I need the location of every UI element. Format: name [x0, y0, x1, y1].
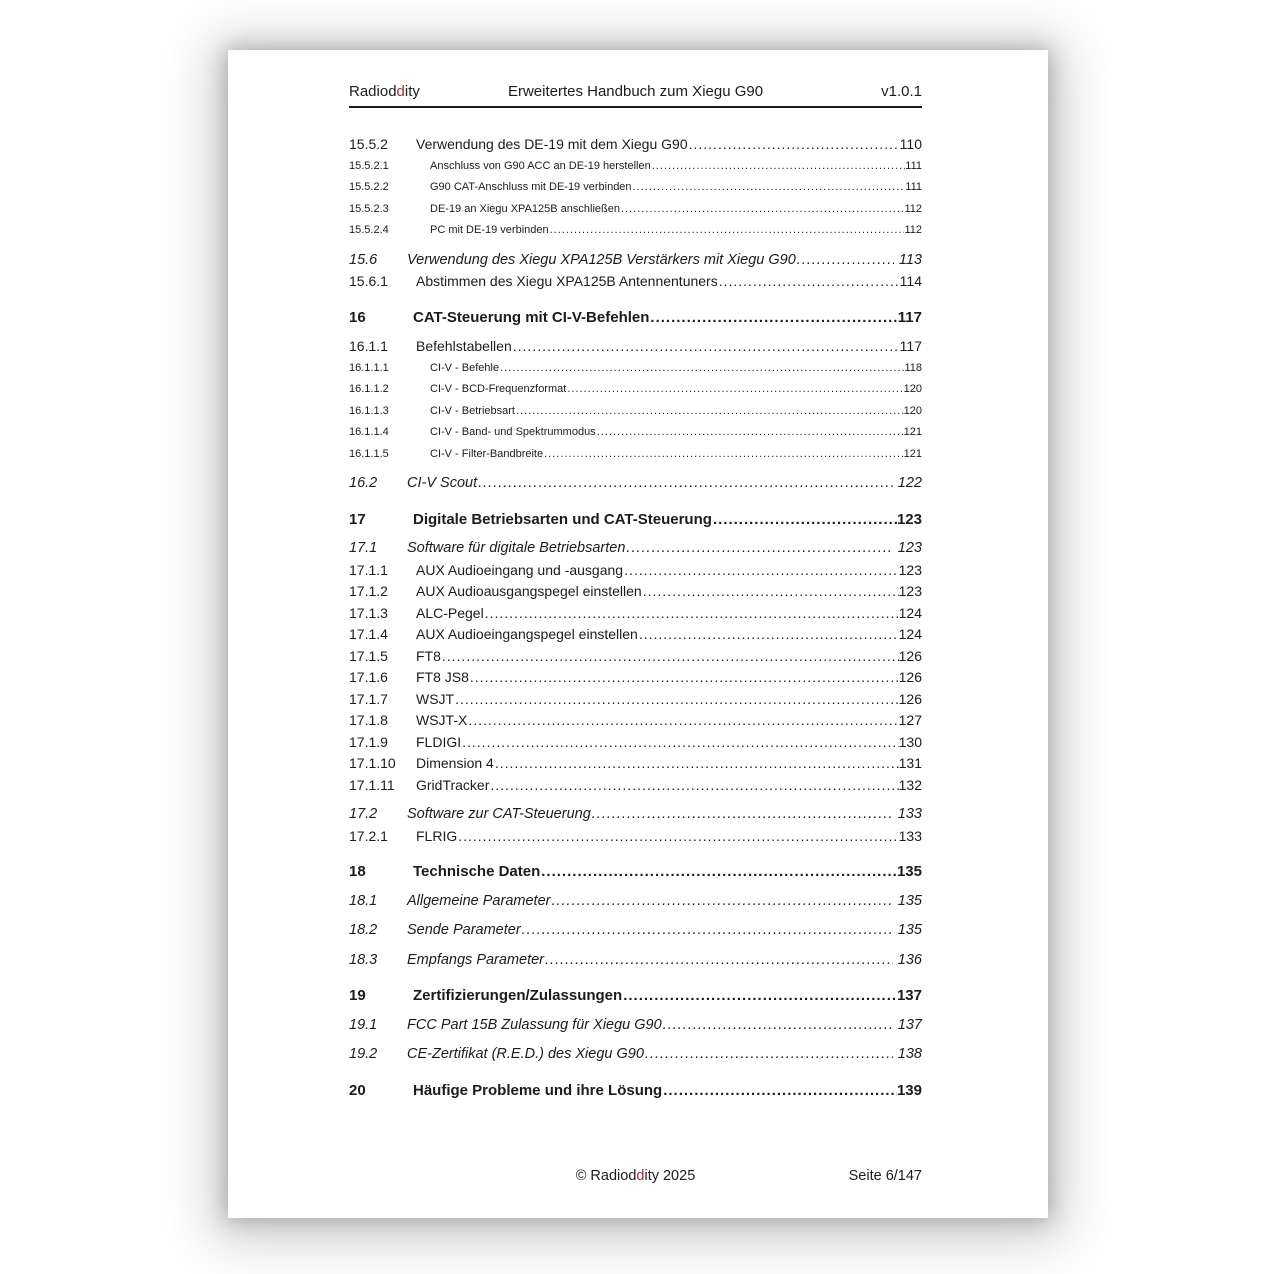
toc-entry-page: 111 — [905, 159, 922, 172]
page-footer — [349, 1166, 922, 1186]
toc-entry-page: 138 — [897, 1046, 922, 1062]
toc-entry[interactable] — [349, 732, 922, 754]
page-content — [228, 50, 1048, 1218]
toc-entry-number: 18.2 — [349, 922, 378, 938]
toc-entry-title: Abstimmen des Xiegu XPA125B Antennentuners — [416, 273, 718, 289]
toc-entry-number: 15.5.2.4 — [349, 224, 389, 236]
toc-entry-page: 135 — [896, 863, 922, 880]
toc-leader-dots — [633, 177, 906, 199]
toc-entry-page: 112 — [904, 224, 922, 236]
toc-entry[interactable] — [349, 220, 922, 242]
toc-entry-number: 17.1.3 — [349, 604, 388, 621]
toc-entry-title: CAT-Steuerung mit CI-V-Befehlen — [413, 308, 650, 326]
toc-entry[interactable] — [349, 538, 922, 560]
toc-leader-dots — [643, 581, 899, 603]
toc-entry-title: CI-V - Filter-Bandbreite — [430, 447, 544, 460]
toc-entry[interactable] — [349, 336, 922, 358]
toc-entry-title: Befehlstabellen — [416, 338, 512, 354]
toc-entry-title: Technische Daten — [413, 863, 541, 880]
toc-entry-title: FT8 — [416, 647, 441, 664]
toc-entry-page: 121 — [903, 447, 922, 460]
toc-entry-title: FCC Part 15B Zulassung für Xiegu G90 — [407, 1016, 662, 1033]
toc-entry-title: AUX Audioeingangspegel einstellen — [416, 626, 638, 642]
toc-entry-title: AUX Audioausgangspegel einstellen — [416, 583, 642, 599]
toc-entry-number: 15.5.2.2 — [349, 181, 389, 193]
toc-entry-number: 16.1.1.2 — [349, 383, 389, 395]
brand-accent-letter: d — [396, 83, 405, 100]
toc-entry-number: 19.2 — [349, 1046, 378, 1062]
copyright-suffix: ity 2025 — [644, 1168, 696, 1184]
toc-entry[interactable] — [349, 1015, 922, 1037]
toc-entry-number: 15.5.2.1 — [349, 159, 389, 172]
toc-entry-page: 120 — [903, 404, 922, 417]
toc-entry[interactable] — [349, 624, 922, 646]
toc-leader-dots — [645, 1044, 893, 1066]
toc-entry-number: 16.1.1 — [349, 338, 388, 354]
toc-entry-number: 17.1.2 — [349, 583, 388, 599]
toc-leader-dots — [663, 1015, 893, 1037]
toc-entry-title: Verwendung des DE-19 mit dem Xiegu G90 — [416, 136, 688, 152]
toc-entry-title: Verwendung des Xiegu XPA125B Verstärkers mit Xiegu G90 — [407, 251, 796, 268]
toc-entry-page: 133 — [897, 806, 922, 822]
toc-entry-page: 123 — [898, 583, 922, 599]
toc-entry-number: 17.1.4 — [349, 626, 388, 642]
toc-entry-number: 17.1.10 — [349, 755, 396, 771]
toc — [349, 134, 922, 1101]
toc-entry[interactable] — [349, 667, 922, 689]
toc-entry-number: 17.2.1 — [349, 827, 388, 844]
toc-leader-dots — [567, 379, 903, 401]
toc-entry[interactable] — [349, 689, 922, 711]
toc-leader-dots — [495, 753, 899, 775]
toc-entry-title: Digitale Betriebsarten und CAT-Steuerung — [413, 510, 712, 528]
toc-entry-page: 110 — [899, 136, 922, 152]
toc-entry-page: 137 — [896, 987, 922, 1004]
toc-leader-dots — [458, 826, 898, 848]
toc-leader-dots — [621, 199, 904, 221]
toc-leader-dots — [490, 775, 898, 797]
toc-leader-dots — [626, 538, 892, 560]
toc-entry-title: Häufige Probleme und ihre Lösung — [413, 1081, 663, 1099]
toc-entry-title: CI-V - Befehle — [430, 361, 500, 374]
toc-entry[interactable] — [349, 250, 922, 272]
toc-entry-title: CI-V - Betriebsart — [430, 404, 515, 417]
toc-entry-page: 124 — [898, 626, 922, 642]
toc-entry[interactable] — [349, 581, 922, 603]
toc-leader-dots — [689, 134, 900, 156]
toc-entry-number: 20 — [349, 1081, 366, 1099]
toc-entry[interactable] — [349, 646, 922, 668]
toc-entry-number: 15.6 — [349, 251, 378, 268]
toc-entry[interactable] — [349, 156, 922, 178]
toc-entry-number: 17.1.11 — [349, 776, 395, 793]
toc-entry-title: GridTracker — [416, 776, 490, 793]
copyright-accent-letter: d — [636, 1168, 645, 1184]
toc-entry-number: 17 — [349, 510, 366, 528]
toc-entry-number: 17.2 — [349, 806, 378, 822]
toc-entry-title: PC mit DE-19 verbinden — [430, 224, 549, 236]
toc-entry-page: 123 — [897, 540, 922, 556]
toc-entry-title: CI-V - Band- und Spektrummodus — [430, 426, 596, 438]
toc-leader-dots — [719, 271, 900, 293]
toc-leader-dots — [541, 861, 897, 883]
toc-entry-number: 18.1 — [349, 892, 378, 909]
toc-entry-title: FLRIG — [416, 827, 458, 844]
toc-entry-title: FLDIGI — [416, 733, 462, 750]
toc-entry-page: 123 — [896, 510, 922, 528]
toc-leader-dots — [478, 473, 893, 495]
toc-entry-title: AUX Audioeingang und -ausgang — [416, 561, 624, 578]
toc-entry[interactable] — [349, 509, 922, 531]
toc-leader-dots — [442, 646, 899, 668]
toc-leader-dots — [516, 401, 904, 423]
toc-entry-title: Allgemeine Parameter — [407, 892, 551, 909]
toc-leader-dots — [468, 710, 898, 732]
toc-entry[interactable] — [349, 804, 922, 826]
toc-entry-number: 16.1.1.1 — [349, 361, 389, 374]
toc-entry-title: FT8 JS8 — [416, 669, 469, 685]
toc-entry[interactable] — [349, 753, 922, 775]
toc-entry[interactable] — [349, 1044, 922, 1066]
toc-entry-number: 17.1.6 — [349, 669, 388, 685]
page-header — [349, 50, 922, 108]
toc-entry-title: Empfangs Parameter — [407, 951, 545, 968]
toc-entry[interactable] — [349, 444, 922, 466]
toc-entry-number: 18.3 — [349, 951, 378, 968]
document-title: Erweitertes Handbuch zum Xiegu G90 — [507, 83, 764, 100]
toc-entry-number: 16 — [349, 308, 366, 326]
toc-leader-dots — [713, 509, 897, 531]
toc-entry-number: 17.1.8 — [349, 712, 388, 728]
toc-entry-title: DE-19 an Xiegu XPA125B anschließen — [430, 202, 620, 215]
toc-entry-page: 135 — [897, 892, 922, 909]
toc-entry-page: 139 — [896, 1081, 922, 1099]
toc-entry-page: 126 — [898, 669, 922, 685]
toc-leader-dots — [797, 250, 894, 272]
toc-leader-dots — [485, 603, 899, 625]
toc-entry-number: 17.1 — [349, 540, 378, 556]
toc-entry-page: 111 — [905, 181, 922, 193]
toc-leader-dots — [652, 156, 906, 178]
toc-leader-dots — [550, 220, 905, 242]
toc-entry-page: 136 — [897, 951, 922, 968]
toc-entry-number: 17.1.7 — [349, 690, 388, 707]
toc-entry[interactable] — [349, 950, 922, 972]
pdf-page — [228, 50, 1048, 1218]
toc-entry-page: 117 — [897, 308, 922, 326]
toc-entry[interactable] — [349, 422, 922, 444]
toc-entry[interactable] — [349, 920, 922, 942]
toc-leader-dots — [650, 307, 897, 329]
toc-entry[interactable] — [349, 473, 922, 495]
toc-entry-page: 113 — [898, 251, 922, 268]
page-number: Seite 6/147 — [848, 1168, 922, 1184]
toc-entry[interactable] — [349, 826, 922, 848]
toc-entry-page: 127 — [898, 712, 922, 728]
toc-entry-page: 130 — [898, 733, 922, 750]
toc-entry[interactable] — [349, 134, 922, 156]
toc-entry-page: 117 — [899, 338, 922, 354]
toc-entry-page: 120 — [903, 383, 922, 395]
brand-text-suffix: ity — [404, 83, 420, 100]
toc-entry-number: 16.1.1.4 — [349, 426, 389, 438]
toc-entry[interactable] — [349, 603, 922, 625]
toc-entry-page: 122 — [897, 475, 922, 491]
toc-entry-number: 19.1 — [349, 1016, 378, 1033]
brand-text-prefix: Radiod — [349, 83, 397, 100]
toc-entry[interactable] — [349, 560, 922, 582]
toc-leader-dots — [545, 950, 893, 972]
toc-entry[interactable] — [349, 307, 922, 329]
toc-entry-title: G90 CAT-Anschluss mit DE-19 verbinden — [430, 181, 632, 193]
toc-entry-number: 16.1.1.5 — [349, 447, 389, 460]
toc-entry-page: 126 — [898, 690, 922, 707]
toc-entry-title: ALC-Pegel — [416, 604, 484, 621]
toc-entry-page: 135 — [897, 922, 922, 938]
brand-logo — [349, 83, 508, 101]
toc-entry-title: Dimension 4 — [416, 755, 494, 771]
toc-entry[interactable] — [349, 985, 922, 1007]
toc-entry-page: 121 — [903, 426, 922, 438]
toc-entry-page: 114 — [899, 273, 922, 289]
toc-entry-number: 17.1.9 — [349, 733, 388, 750]
copyright-text — [576, 1168, 696, 1184]
toc-entry[interactable] — [349, 891, 922, 913]
toc-entry-title: Sende Parameter — [407, 922, 521, 938]
toc-entry-number: 15.5.2 — [349, 136, 388, 152]
toc-leader-dots — [663, 1080, 897, 1102]
toc-entry[interactable] — [349, 379, 922, 401]
toc-entry-title: Anschluss von G90 ACC an DE-19 herstellen — [430, 159, 651, 172]
toc-entry-number: 16.1.1.3 — [349, 404, 389, 417]
toc-entry-page: 126 — [898, 647, 922, 664]
toc-leader-dots — [624, 560, 899, 582]
toc-entry-title: Software zur CAT-Steuerung — [407, 806, 591, 822]
toc-leader-dots — [544, 444, 904, 466]
toc-entry-title: CE-Zertifikat (R.E.D.) des Xiegu G90 — [407, 1046, 644, 1062]
toc-leader-dots — [513, 336, 900, 358]
toc-entry-title: WSJT — [416, 690, 455, 707]
toc-entry-title: CI-V Scout — [407, 475, 478, 491]
toc-entry-number: 17.1.5 — [349, 647, 388, 664]
toc-entry-page: 123 — [898, 561, 922, 578]
toc-leader-dots — [470, 667, 899, 689]
toc-entry[interactable] — [349, 401, 922, 423]
toc-entry-title: WSJT-X — [416, 712, 468, 728]
toc-leader-dots — [462, 732, 899, 754]
toc-entry-number: 17.1.1 — [349, 561, 388, 578]
toc-entry-title: Software für digitale Betriebsarten — [407, 540, 626, 556]
toc-entry[interactable] — [349, 861, 922, 883]
toc-entry-title: CI-V - BCD-Frequenzformat — [430, 383, 567, 395]
toc-leader-dots — [592, 804, 893, 826]
toc-leader-dots — [522, 920, 893, 942]
toc-entry[interactable] — [349, 271, 922, 293]
toc-entry[interactable] — [349, 710, 922, 732]
toc-entry-number: 15.6.1 — [349, 273, 388, 289]
toc-entry-number: 19 — [349, 987, 366, 1004]
toc-leader-dots — [500, 358, 904, 380]
toc-entry[interactable] — [349, 199, 922, 221]
toc-entry[interactable] — [349, 1080, 922, 1102]
toc-entry-page: 132 — [898, 776, 922, 793]
toc-entry[interactable] — [349, 775, 922, 797]
toc-entry[interactable] — [349, 177, 922, 199]
toc-leader-dots — [623, 985, 897, 1007]
toc-entry-number: 16.2 — [349, 475, 378, 491]
version-label: v1.0.1 — [881, 83, 923, 100]
toc-leader-dots — [639, 624, 899, 646]
toc-entry-page: 118 — [904, 361, 922, 374]
toc-entry-page: 112 — [904, 202, 922, 215]
toc-leader-dots — [551, 891, 892, 913]
toc-entry-page: 131 — [898, 755, 922, 771]
toc-entry-title: Zertifizierungen/Zulassungen — [413, 987, 623, 1004]
toc-leader-dots — [455, 689, 899, 711]
toc-entry-number: 18 — [349, 863, 366, 880]
toc-entry-number: 15.5.2.3 — [349, 202, 389, 215]
toc-entry-page: 124 — [898, 604, 922, 621]
copyright-prefix: © Radiod — [575, 1168, 637, 1184]
toc-leader-dots — [597, 422, 904, 444]
toc-entry[interactable] — [349, 358, 922, 380]
toc-entry-page: 137 — [897, 1016, 922, 1033]
toc-entry-page: 133 — [898, 827, 922, 844]
